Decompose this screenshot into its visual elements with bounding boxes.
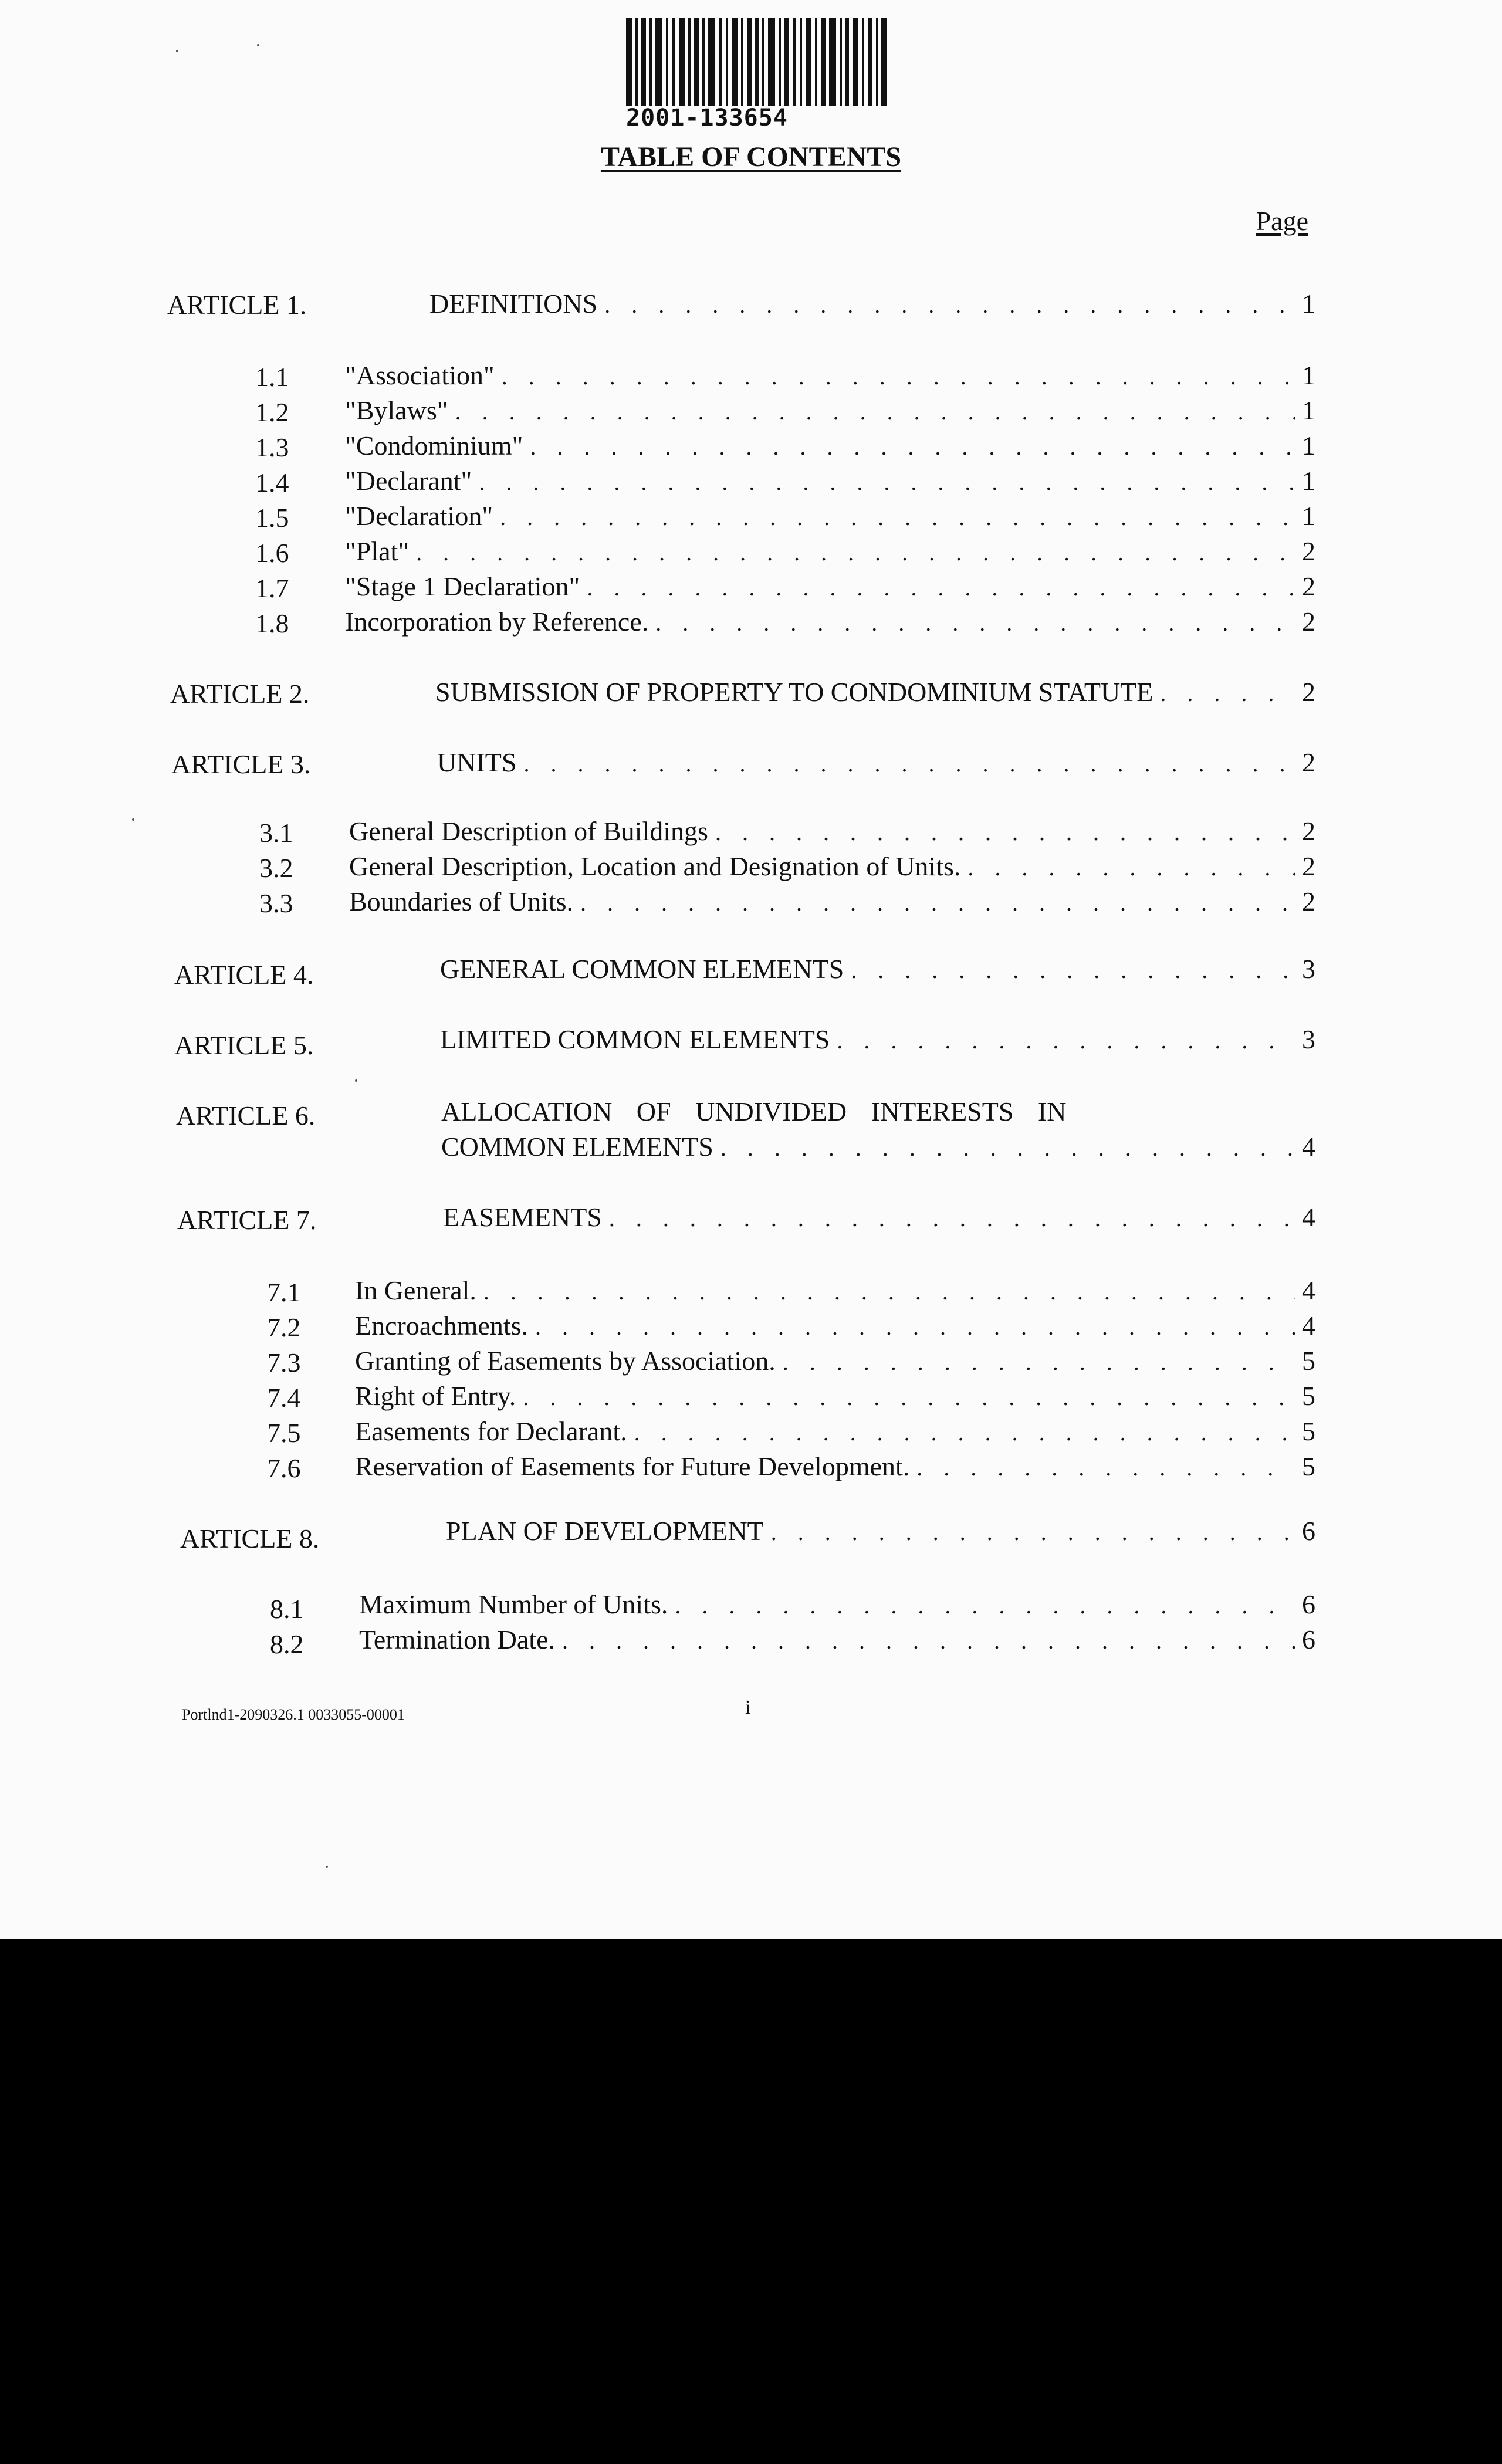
article-label: ARTICLE 7. — [177, 1205, 317, 1235]
page-number: 6 — [1302, 1516, 1315, 1546]
article-label: ARTICLE 5. — [174, 1030, 314, 1060]
section-title: Granting of Easements by Association. — [355, 1346, 776, 1376]
page-number: 4 — [1302, 1275, 1315, 1305]
page-number: 5 — [1302, 1346, 1315, 1376]
page-number: 3 — [1302, 954, 1315, 984]
section-title: General Description, Location and Designation of Units. — [349, 851, 961, 881]
article-label: ARTICLE 4. — [174, 960, 314, 990]
toc-article-entry — [443, 1200, 1315, 1235]
section-number: 3.3 — [259, 888, 293, 918]
dot-leader — [500, 500, 1295, 535]
toc-section-entry — [345, 604, 1315, 639]
toc-section-entry — [359, 1587, 1315, 1622]
dot-leader — [675, 1588, 1295, 1623]
article-label: ARTICLE 6. — [176, 1101, 316, 1131]
article-label: ARTICLE 3. — [171, 749, 311, 779]
dot-leader — [916, 1450, 1295, 1485]
dot-leader — [416, 535, 1295, 570]
dot-leader — [502, 359, 1295, 394]
toc-section-entry — [359, 1622, 1315, 1657]
page-number: 4 — [1302, 1202, 1315, 1232]
article-title: UNITS — [437, 747, 517, 777]
article-label: ARTICLE 8. — [180, 1524, 320, 1553]
page-number: 1 — [1302, 395, 1315, 425]
page-number: 1 — [1302, 431, 1315, 461]
toc-section-entry — [345, 358, 1315, 393]
article-title-line-2: COMMON ELEMENTS — [441, 1132, 713, 1162]
dot-leader — [587, 570, 1295, 605]
toc-section-entry — [345, 428, 1315, 463]
toc-section-entry — [345, 393, 1315, 428]
section-number: 7.2 — [267, 1312, 301, 1342]
toc-article-entry — [429, 286, 1315, 321]
barcode-image — [626, 18, 887, 106]
page-title: TABLE OF CONTENTS — [600, 141, 902, 172]
page-number: 5 — [1302, 1381, 1315, 1411]
section-title: "Condominium" — [345, 431, 523, 461]
article-title: DEFINITIONS — [429, 289, 598, 319]
toc-article-entry — [440, 952, 1315, 987]
page-number-footer: i — [745, 1697, 751, 1718]
scan-speck — [176, 50, 178, 52]
toc-section-entry — [349, 814, 1315, 849]
article-title: PLAN OF DEVELOPMENT — [446, 1516, 764, 1546]
page-number: 4 — [1302, 1311, 1315, 1341]
section-title: Right of Entry. — [355, 1381, 516, 1411]
section-number: 1.3 — [255, 432, 289, 462]
dot-leader — [483, 1274, 1295, 1309]
section-number: 1.4 — [255, 468, 289, 497]
toc-article-entry — [441, 1129, 1315, 1165]
toc-section-entry — [349, 884, 1315, 919]
dot-leader — [530, 429, 1295, 465]
section-number: 7.1 — [267, 1277, 301, 1307]
section-title: Reservation of Easements for Future Development. — [355, 1451, 910, 1481]
section-title: Incorporation by Reference. — [345, 607, 649, 637]
dot-leader — [523, 746, 1295, 781]
section-title: In General. — [355, 1275, 476, 1305]
page-number: 1 — [1302, 360, 1315, 390]
section-number: 3.2 — [259, 853, 293, 883]
page-number: 2 — [1302, 536, 1315, 566]
page-number: 2 — [1302, 747, 1315, 777]
page-number: 4 — [1302, 1132, 1315, 1162]
article-title-line-1: ALLOCATION OF UNDIVIDED INTERESTS IN — [441, 1096, 1067, 1126]
section-title: "Declaration" — [345, 501, 493, 531]
page-number: 5 — [1302, 1451, 1315, 1481]
page-number: 2 — [1302, 851, 1315, 881]
scan-speck — [132, 818, 134, 821]
page-number: 1 — [1302, 501, 1315, 531]
toc-section-entry — [355, 1273, 1315, 1308]
document-id: Portlnd1-2090326.1 0033055-00001 — [182, 1706, 405, 1723]
page-column-heading: Page — [1256, 206, 1308, 236]
article-title: EASEMENTS — [443, 1202, 602, 1232]
section-number: 1.6 — [255, 538, 289, 568]
dot-leader — [771, 1515, 1295, 1550]
section-number: 3.1 — [259, 818, 293, 848]
page-number: 5 — [1302, 1416, 1315, 1446]
section-number: 1.2 — [255, 397, 289, 427]
dot-leader — [523, 1380, 1295, 1415]
dot-leader — [837, 1023, 1295, 1058]
dot-leader — [634, 1415, 1295, 1450]
section-title: "Plat" — [345, 536, 410, 566]
section-number: 7.3 — [267, 1348, 301, 1377]
toc-section-entry — [345, 499, 1315, 534]
dot-leader — [851, 953, 1295, 988]
section-title: Easements for Declarant. — [355, 1416, 627, 1446]
scan-speck — [257, 44, 259, 46]
dot-leader — [783, 1345, 1295, 1380]
page-number: 2 — [1302, 571, 1315, 601]
toc-section-entry — [355, 1379, 1315, 1414]
page-number: 6 — [1302, 1589, 1315, 1619]
barcode-number: 2001-133654 — [626, 104, 788, 131]
article-title: LIMITED COMMON ELEMENTS — [440, 1024, 830, 1054]
section-title: "Declarant" — [345, 466, 472, 496]
page-number: 3 — [1302, 1024, 1315, 1054]
toc-section-entry — [355, 1308, 1315, 1343]
section-title: General Description of Buildings — [349, 816, 708, 846]
section-title: Boundaries of Units. — [349, 886, 574, 916]
dot-leader — [609, 1201, 1295, 1236]
toc-article-entry — [437, 745, 1315, 780]
page-number: 1 — [1302, 466, 1315, 496]
page-number: 2 — [1302, 886, 1315, 916]
toc-section-entry — [349, 849, 1315, 884]
toc-article-entry — [435, 675, 1315, 710]
article-label: ARTICLE 2. — [170, 679, 310, 709]
section-title: Encroachments. — [355, 1311, 529, 1341]
toc-article-entry — [440, 1022, 1315, 1057]
section-title: "Stage 1 Declaration" — [345, 571, 580, 601]
dot-leader — [655, 605, 1295, 641]
section-number: 7.6 — [267, 1453, 301, 1483]
scan-speck — [355, 1079, 357, 1082]
toc-section-entry — [355, 1449, 1315, 1484]
dot-leader — [479, 465, 1295, 500]
section-number: 8.1 — [270, 1594, 304, 1624]
toc-article-entry — [446, 1514, 1315, 1549]
dot-leader — [562, 1623, 1295, 1659]
section-number: 8.2 — [270, 1629, 304, 1659]
toc-section-entry — [345, 534, 1315, 569]
dot-leader — [535, 1309, 1295, 1345]
dot-leader — [1160, 676, 1295, 711]
section-number: 7.4 — [267, 1383, 301, 1413]
toc-section-entry — [355, 1414, 1315, 1449]
page-number: 2 — [1302, 607, 1315, 637]
section-number: 1.1 — [255, 362, 289, 392]
section-number: 1.8 — [255, 608, 289, 638]
toc-section-entry — [345, 569, 1315, 604]
page-number: 6 — [1302, 1624, 1315, 1654]
article-title: SUBMISSION OF PROPERTY TO CONDOMINIUM STATUTE — [435, 677, 1153, 707]
toc-section-entry — [355, 1343, 1315, 1379]
section-title: Maximum Number of Units. — [359, 1589, 668, 1619]
section-number: 1.5 — [255, 503, 289, 533]
article-title: GENERAL COMMON ELEMENTS — [440, 954, 844, 984]
article-label: ARTICLE 1. — [167, 290, 307, 320]
toc-section-entry — [345, 463, 1315, 499]
page-number: 1 — [1302, 289, 1315, 319]
section-title: "Bylaws" — [345, 395, 448, 425]
page-number: 2 — [1302, 816, 1315, 846]
dot-leader — [715, 815, 1295, 850]
page-number: 2 — [1302, 677, 1315, 707]
dot-leader — [455, 394, 1295, 429]
section-number: 7.5 — [267, 1418, 301, 1448]
section-title: Termination Date. — [359, 1624, 555, 1654]
dot-leader — [604, 287, 1295, 323]
dot-leader — [967, 850, 1295, 885]
section-number: 1.7 — [255, 573, 289, 603]
scan-speck — [326, 1866, 328, 1868]
dot-leader — [580, 885, 1295, 920]
section-title: "Association" — [345, 360, 495, 390]
dot-leader — [720, 1131, 1295, 1166]
